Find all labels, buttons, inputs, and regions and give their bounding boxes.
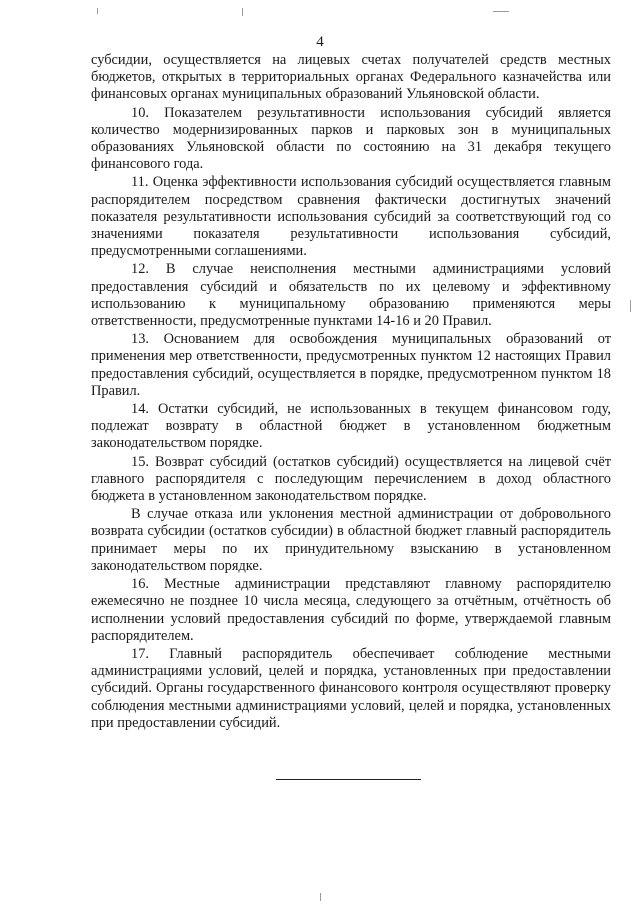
paragraph-13: 13. Основанием для освобождения муниципальных образований от применения мер ответственности, предусмотренных пунктом 12 настоящих Правил предоставления субсидий, осуществляется в порядке, предусмотренном пунктом 18 Правил. xyxy=(91,331,611,399)
paragraph-16: 16. Местные администрации представляют главному распорядителю ежемесячно не позднее 10 числа месяца, следующего за отчётным, отчётность об исполнении условий предоставления субсидий по форме, утверждаемой главным распорядителем. xyxy=(91,576,611,644)
scan-mark-bottom xyxy=(320,893,321,901)
document-body xyxy=(91,52,611,732)
end-separator-line xyxy=(276,779,421,780)
paragraph-10: 10. Показателем результативности использования субсидий является количество модернизированных парков и парковых зон в муниципальных образованиях Ульяновской области по состоянию на 31 декабря текущего финансового года. xyxy=(91,104,611,173)
paragraph-continuation: субсидии, осуществляется на лицевых счетах получателей средств местных бюджетов, открытых в территориальных органах Федерального казначейства или финансовых органах муниципальных образований Ульяновской области. xyxy=(91,52,611,103)
paragraph-11: 11. Оценка эффективности использования субсидий осуществляется главным распорядителем посредством сравнения фактически достигнутых значений показателя результативности использования субсидий за соответствующий год со значениями показателя результативности использования субсидий, предусмотренными соглашениями. xyxy=(91,174,611,260)
scan-mark-right-edge xyxy=(630,300,631,312)
paragraph-12: 12. В случае неисполнения местными администрациями условий предоставления субсидий и обязательств по их целевому и эффективному использованию к муниципальному образованию применяются меры ответственности, предусмотренные пунктами 14-16 и 20 Правил. xyxy=(91,261,611,330)
paragraph-14: 14. Остатки субсидий, не использованных в текущем финансовом году, подлежат возврату в областной бюджет в установленном бюджетным законодательством порядке. xyxy=(91,401,611,452)
scan-mark-top-center xyxy=(242,8,243,16)
paragraph-15: 15. Возврат субсидий (остатков субсидий) осуществляется на лицевой счёт главного распорядителя с последующим перечислением в доход областного бюджета в установленном законодательством порядке. xyxy=(91,453,611,505)
paragraph-15-refusal: В случае отказа или уклонения местной администрации от добровольного возврата субсидии (остатков субсидии) в областной бюджет главный распорядитель принимает меры по их принудительному взысканию в установленном законодательством порядке. xyxy=(91,506,611,574)
scan-mark-top-right xyxy=(493,11,509,12)
paragraph-17: 17. Главный распорядитель обеспечивает соблюдение местными администрациями условий, целей и порядка, установленных при предоставлении субсидий. Органы государственного финансового контроля осуществляют проверку соблюдения местными администрациями условий, целей и порядка, установленных при предоставлении субсидий. xyxy=(91,645,611,731)
scan-mark-top-left xyxy=(97,8,98,14)
page-number: 4 xyxy=(316,34,324,50)
